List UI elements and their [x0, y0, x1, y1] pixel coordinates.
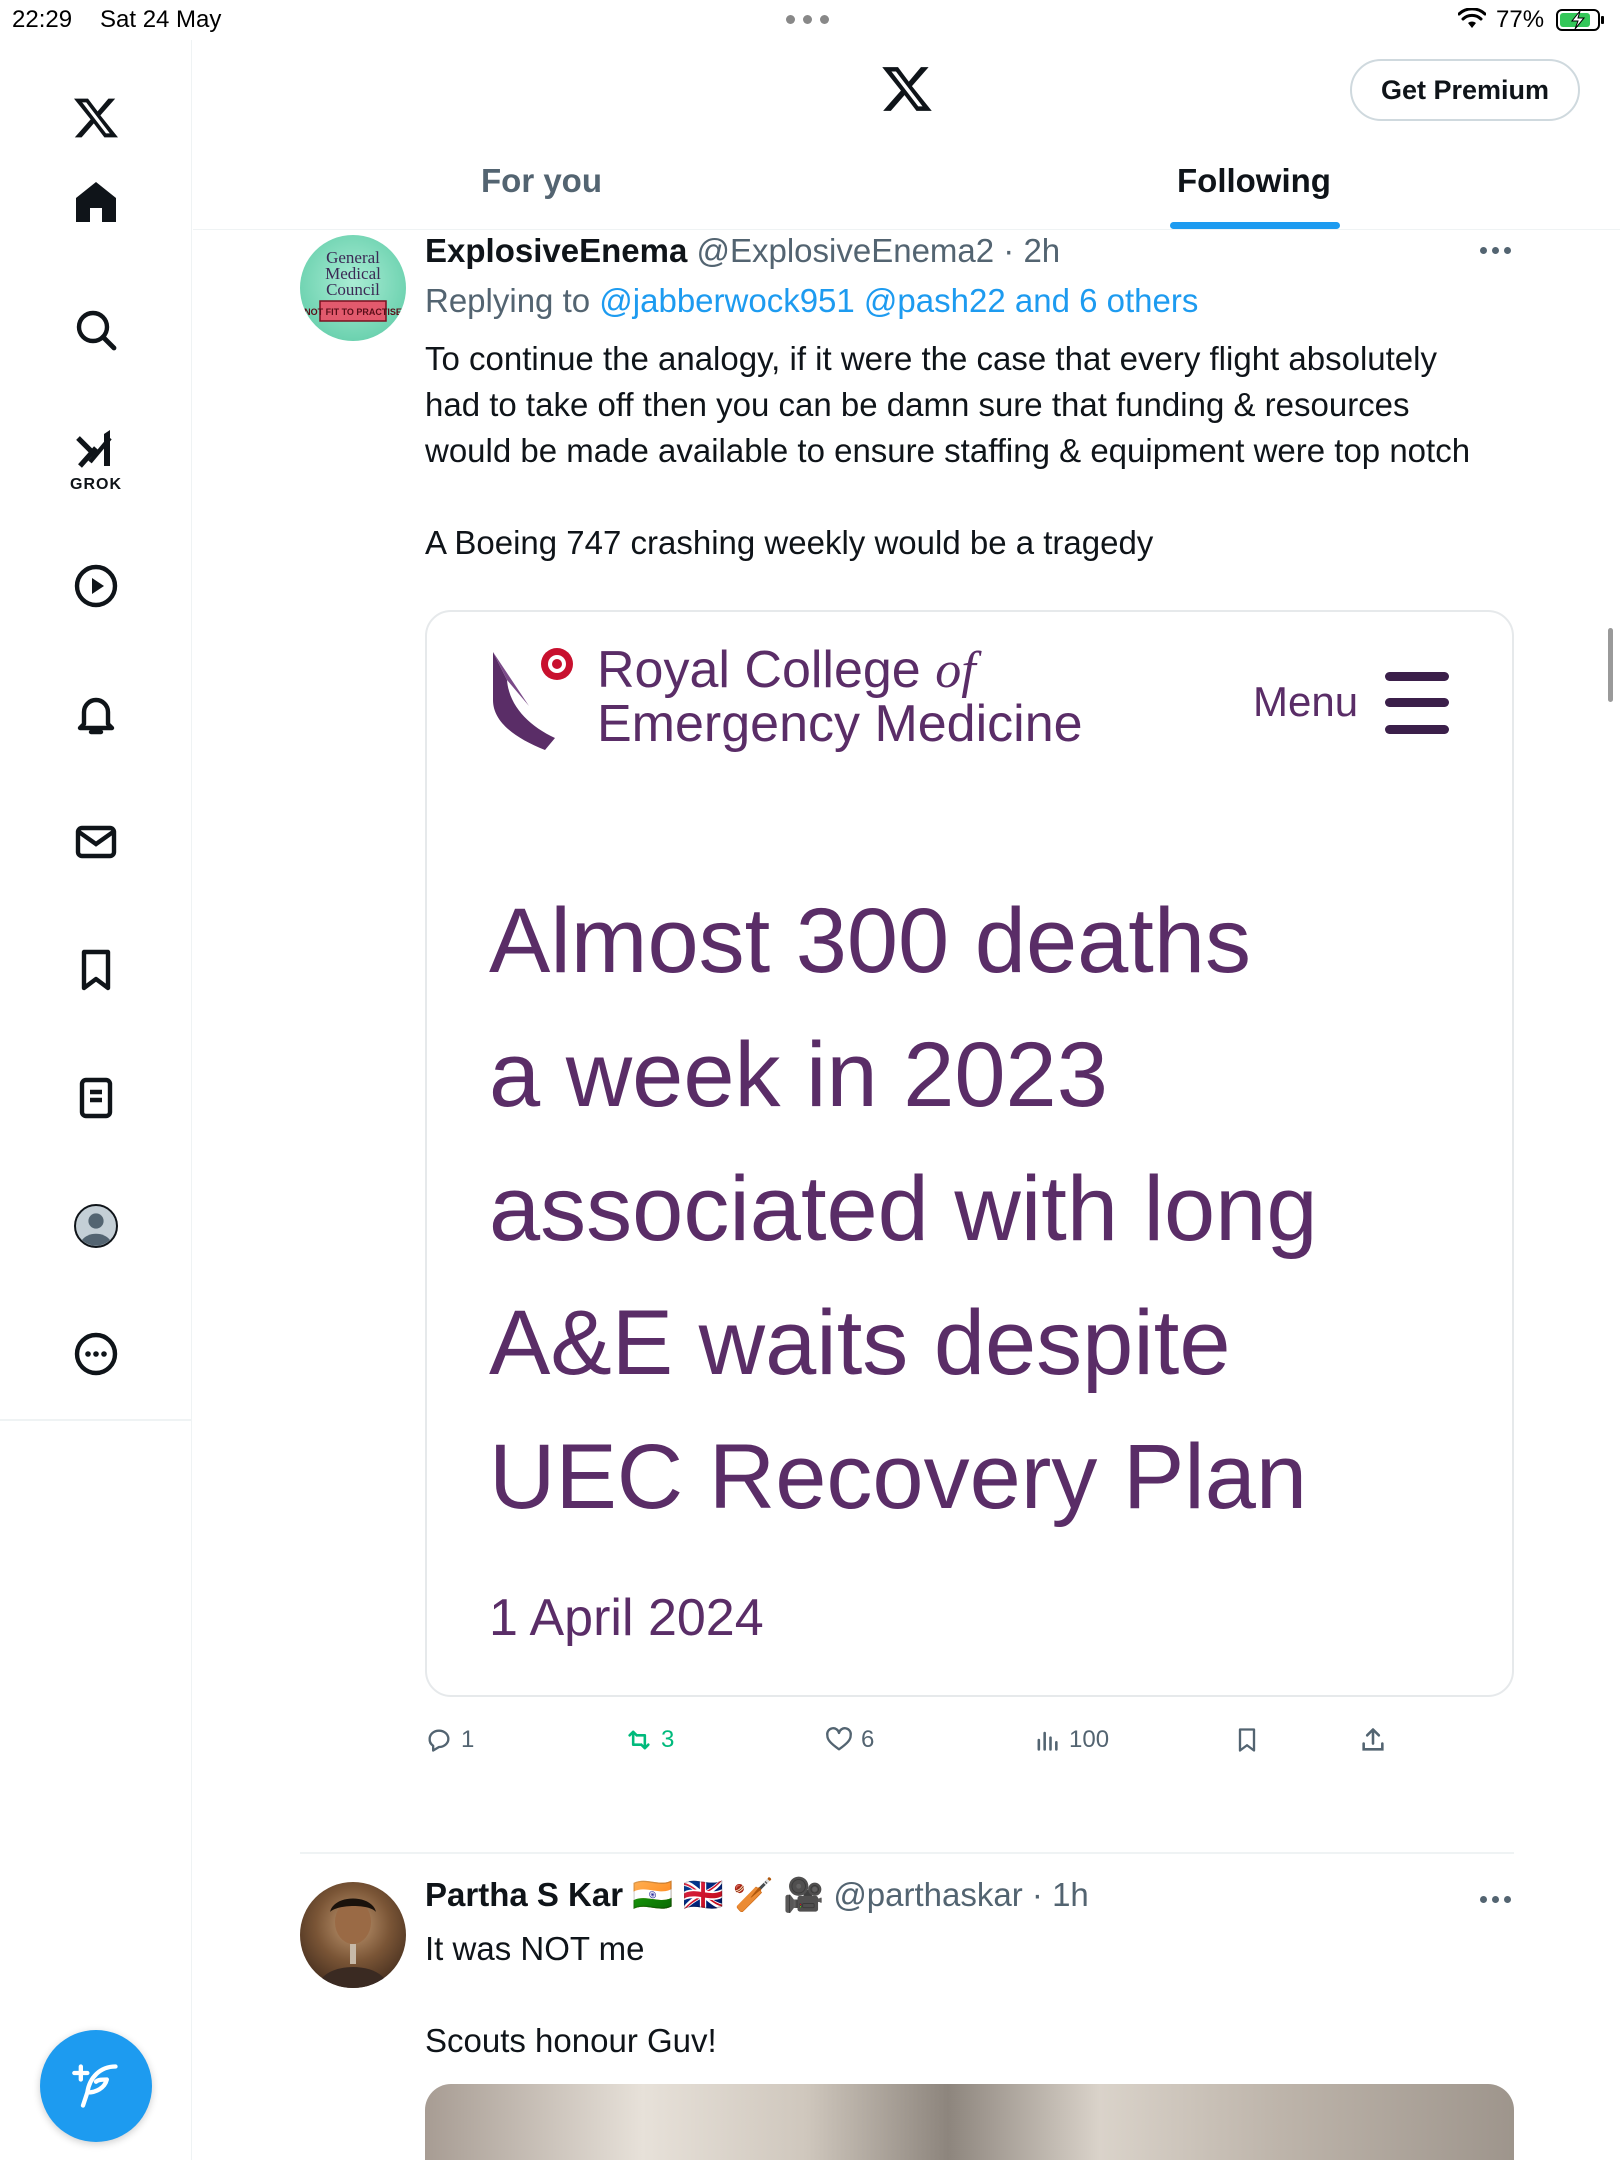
- bookmarks-icon[interactable]: [66, 940, 126, 1000]
- multitasking-dots-icon[interactable]: [786, 8, 832, 30]
- rcem-menu-label: Menu: [1253, 678, 1359, 725]
- card-headline: [489, 874, 1499, 1544]
- like-button[interactable]: [825, 1726, 874, 1754]
- tab-for-you[interactable]: For you: [481, 162, 602, 199]
- retweet-count: 3: [661, 1726, 675, 1753]
- reply-icon: [425, 1726, 453, 1754]
- tweet-header: [425, 232, 1060, 270]
- compose-button[interactable]: [40, 2030, 152, 2142]
- reply-count: 1: [461, 1726, 475, 1753]
- headline-line: UEC Recovery Plan: [489, 1426, 1308, 1528]
- tweet-text-line: would be made available to ensure staffing & equipment were top notch: [425, 432, 1471, 469]
- replying-to: [425, 282, 1198, 320]
- avatar[interactable]: [300, 1882, 406, 1988]
- tweet-text-line: To continue the analogy, if it were the case that every flight absolutely: [425, 340, 1437, 377]
- tweet-header: [425, 1876, 1089, 1915]
- retweet-button[interactable]: [625, 1726, 674, 1754]
- user-handle[interactable]: @ExplosiveEnema2: [696, 232, 995, 269]
- share-button[interactable]: [1359, 1726, 1387, 1754]
- timeline-tabs: [193, 150, 1620, 230]
- views-count: 100: [1069, 1726, 1110, 1753]
- battery-percent: 77%: [1496, 6, 1545, 33]
- hamburger-menu-icon: [1385, 670, 1449, 736]
- headline-line: Almost 300 deaths: [489, 890, 1252, 992]
- tweet-time[interactable]: · 1h: [1031, 1876, 1089, 1913]
- headline-line: associated with long: [489, 1158, 1318, 1260]
- avatar-photo: [300, 1882, 406, 1988]
- x-logo-icon[interactable]: [66, 88, 126, 148]
- tweet-text-line: had to take off then you can be damn sure that funding & resources: [425, 386, 1410, 423]
- get-premium-button[interactable]: Get Premium: [1350, 59, 1580, 121]
- search-icon[interactable]: [66, 300, 126, 360]
- replying-prefix: Replying to: [425, 282, 591, 319]
- svg-text:NOT FIT TO PRACTISE: NOT FIT TO PRACTISE: [304, 307, 402, 317]
- more-icon[interactable]: [1480, 1896, 1516, 1906]
- svg-text:General: General: [326, 248, 380, 267]
- wifi-icon: [1458, 8, 1486, 30]
- tweet-time[interactable]: · 2h: [1003, 232, 1061, 269]
- headline-line: a week in 2023: [489, 1024, 1108, 1126]
- lists-icon[interactable]: [66, 1068, 126, 1128]
- battery-charging-icon: [1556, 8, 1606, 32]
- display-name[interactable]: ExplosiveEnema: [425, 232, 688, 269]
- status-time: 22:29: [12, 6, 73, 33]
- avatar-image: [300, 235, 406, 341]
- rcem-logo-icon: [489, 642, 581, 752]
- bookmark-button[interactable]: [1233, 1726, 1261, 1754]
- name-emojis: 🇮🇳 🇬🇧 🏏 🎥: [632, 1876, 825, 1913]
- avatar[interactable]: [300, 235, 406, 341]
- tweet-actions: [425, 1726, 1425, 1766]
- grok-icon[interactable]: [66, 420, 126, 480]
- scrollbar[interactable]: [1608, 628, 1613, 702]
- rcem-name-line2: Emergency Medicine: [597, 695, 1083, 753]
- tweet-text-line: A Boeing 747 crashing weekly would be a tragedy: [425, 524, 1154, 561]
- retweet-icon: [625, 1726, 653, 1754]
- video-icon[interactable]: [66, 556, 126, 616]
- sidebar-divider: [0, 1419, 192, 1421]
- tweet-image[interactable]: [425, 2084, 1514, 2160]
- rcem-royal-college: Royal College: [597, 641, 921, 699]
- card-date: 1 April 2024: [489, 1589, 764, 1647]
- heart-icon: [825, 1726, 853, 1754]
- views-button[interactable]: [1033, 1726, 1109, 1754]
- tweet-text-line: It was NOT me: [425, 1930, 645, 1967]
- share-icon: [1359, 1726, 1387, 1754]
- display-name[interactable]: Partha S Kar: [425, 1876, 624, 1913]
- status-date: Sat 24 May: [100, 6, 222, 33]
- sidebar: [0, 40, 192, 2160]
- messages-icon[interactable]: [66, 812, 126, 872]
- headline-line: A&E waits despite: [489, 1292, 1231, 1394]
- profile-icon[interactable]: [66, 1196, 126, 1256]
- notifications-icon[interactable]: [66, 684, 126, 744]
- rcem-name-line1: [597, 640, 976, 700]
- x-logo-icon[interactable]: [878, 62, 936, 116]
- tweet-text-line: Scouts honour Guv!: [425, 2022, 717, 2059]
- compose-icon: [70, 2060, 122, 2112]
- like-count: 6: [861, 1726, 875, 1753]
- tab-following[interactable]: Following: [1177, 162, 1331, 199]
- replying-to-links[interactable]: @jabberwock951 @pash22 and 6 others: [599, 282, 1199, 319]
- more-icon[interactable]: [1480, 247, 1516, 257]
- tweet-image-card[interactable]: [425, 610, 1514, 1697]
- svg-text:Medical: Medical: [325, 264, 381, 283]
- status-bar: [0, 0, 1620, 40]
- reply-button[interactable]: [425, 1726, 474, 1754]
- user-handle[interactable]: @parthaskar: [833, 1876, 1023, 1913]
- views-icon: [1033, 1726, 1061, 1754]
- rcem-of: of: [935, 642, 976, 699]
- svg-text:Council: Council: [326, 280, 380, 299]
- home-icon[interactable]: [66, 172, 126, 232]
- tweet-divider: [300, 1852, 1514, 1854]
- active-tab-indicator: [1170, 222, 1340, 229]
- bookmark-icon: [1233, 1726, 1261, 1754]
- more-options-icon[interactable]: [66, 1324, 126, 1384]
- grok-label: GROK: [70, 476, 122, 493]
